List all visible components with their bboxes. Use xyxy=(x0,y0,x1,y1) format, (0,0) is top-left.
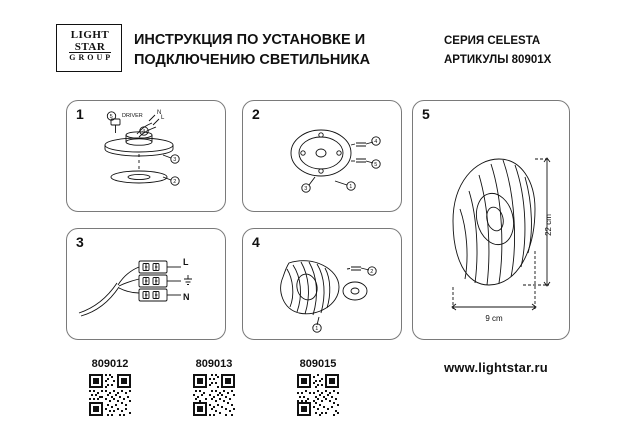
step-panel-4 xyxy=(242,228,402,340)
step-panel-3 xyxy=(66,228,226,340)
step-1-label-l: L xyxy=(161,115,165,121)
step-number-3: 3 xyxy=(76,234,84,250)
step-2-callout-4: 4 xyxy=(374,139,378,145)
step-3-terminal-l: L xyxy=(183,257,189,267)
series-name: СЕРИЯ CELESTA xyxy=(444,35,541,47)
step-number-1: 1 xyxy=(76,106,84,122)
step-panel-5 xyxy=(412,100,570,340)
page-title-line-2: ПОДКЛЮЧЕНИЮ СВЕТИЛЬНИКА xyxy=(134,52,371,68)
page-title-line-1: ИНСТРУКЦИЯ ПО УСТАНОВКЕ И xyxy=(134,32,366,48)
series-info xyxy=(444,32,614,70)
step-4-callout-1: 1 xyxy=(315,326,319,332)
qr-code-icon xyxy=(297,374,339,416)
qr-code-icon xyxy=(89,374,131,416)
step-number-4: 4 xyxy=(252,234,260,250)
step-number-5: 5 xyxy=(422,106,430,122)
step-1-label-n: N xyxy=(157,110,162,116)
step-4-diagram xyxy=(243,229,403,341)
step-3-terminal-n: N xyxy=(183,292,190,302)
step-panel-1 xyxy=(66,100,226,212)
step-5-height-label: 22 cm xyxy=(544,214,553,236)
step-1-callout-4: 4 xyxy=(142,129,146,135)
logo-line-1: LIGHT xyxy=(70,29,110,41)
step-number-2: 2 xyxy=(252,106,260,122)
step-5-width-label: 9 cm xyxy=(485,314,503,323)
step-3-diagram xyxy=(67,229,227,341)
step-2-callout-5: 5 xyxy=(374,162,378,168)
step-2-callout-3: 3 xyxy=(304,186,308,192)
step-1-driver-label: DRIVER xyxy=(122,113,143,119)
article-code-label: 809012 xyxy=(91,358,129,370)
step-panel-2 xyxy=(242,100,402,212)
article-code-item xyxy=(274,358,362,416)
article-code-label: 809015 xyxy=(299,358,337,370)
step-1-diagram xyxy=(67,101,227,213)
logo-line-3: G R O U P xyxy=(69,53,111,62)
article-code-item xyxy=(66,358,154,416)
brand-logo xyxy=(56,24,122,72)
step-4-callout-2: 2 xyxy=(370,269,374,275)
logo-line-2: STAR xyxy=(74,41,106,53)
step-1-callout-3: 3 xyxy=(173,157,177,163)
article-numbers: АРТИКУЛЫ 80901X xyxy=(444,54,552,66)
page-title xyxy=(134,30,414,70)
article-code-item xyxy=(170,358,258,416)
step-2-callout-1: 1 xyxy=(349,184,353,190)
article-code-list xyxy=(66,358,366,438)
website-url[interactable]: www.lightstar.ru xyxy=(444,360,548,375)
step-1-callout-2: 2 xyxy=(173,179,177,185)
header xyxy=(0,0,630,88)
step-2-diagram xyxy=(243,101,403,213)
step-1-callout-5: 5 xyxy=(109,114,113,120)
qr-code-icon xyxy=(193,374,235,416)
article-code-label: 809013 xyxy=(195,358,233,370)
step-5-diagram xyxy=(413,101,571,341)
